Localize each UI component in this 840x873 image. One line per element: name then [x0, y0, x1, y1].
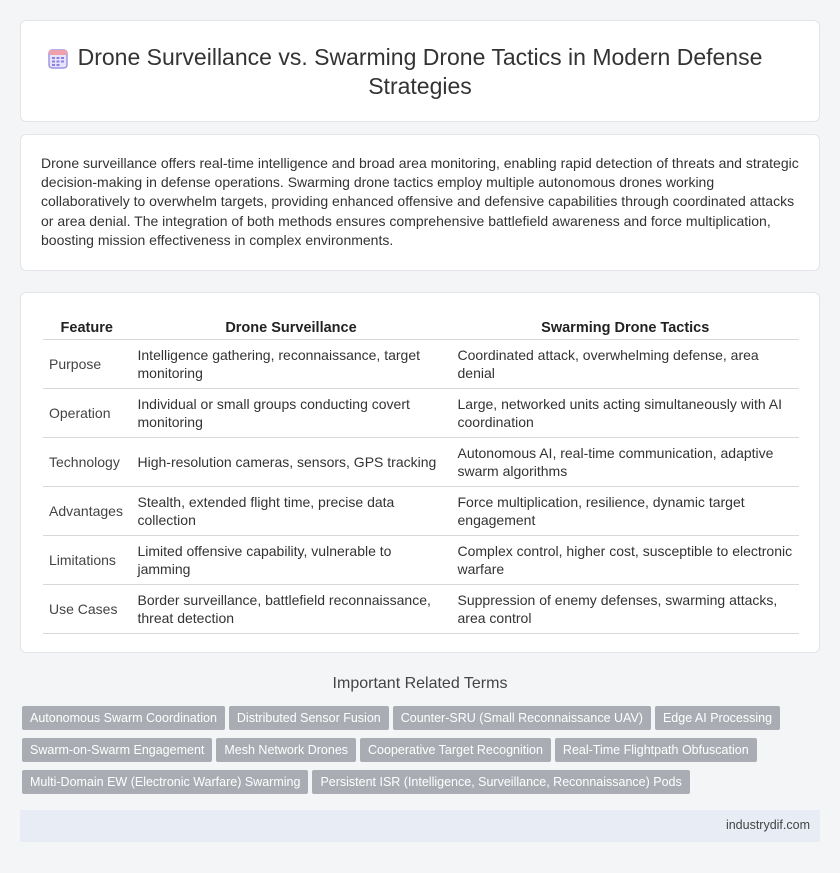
surveillance-cell: High-resolution cameras, sensors, GPS tracking	[131, 438, 451, 487]
feature-cell: Operation	[43, 389, 131, 438]
footer-bar	[20, 810, 820, 842]
column-header: Feature	[43, 315, 131, 340]
column-header: Swarming Drone Tactics	[451, 315, 799, 340]
comparison-table	[43, 315, 799, 634]
page-title: Drone Surveillance vs. Swarming Drone Tactics in Modern Defense Strategies	[77, 44, 763, 99]
related-term-tag[interactable]: Counter-SRU (Small Reconnaissance UAV)	[393, 706, 651, 730]
intro-card	[20, 134, 820, 271]
swarming-cell: Large, networked units acting simultaneously with AI coordination	[451, 389, 799, 438]
swarming-cell: Suppression of enemy defenses, swarming attacks, area control	[451, 585, 799, 634]
surveillance-cell: Individual or small groups conducting covert monitoring	[131, 389, 451, 438]
feature-cell: Limitations	[43, 536, 131, 585]
swarming-cell: Force multiplication, resilience, dynamic target engagement	[451, 487, 799, 536]
feature-cell: Technology	[43, 438, 131, 487]
feature-cell: Advantages	[43, 487, 131, 536]
column-header: Drone Surveillance	[131, 315, 451, 340]
table-row	[43, 585, 799, 634]
table-row	[43, 340, 799, 389]
surveillance-cell: Limited offensive capability, vulnerable to jamming	[131, 536, 451, 585]
swarming-cell: Autonomous AI, real-time communication, adaptive swarm algorithms	[451, 438, 799, 487]
header-card	[20, 20, 820, 122]
table-row	[43, 487, 799, 536]
table-header-row	[43, 315, 799, 340]
table-row	[43, 389, 799, 438]
related-terms-heading: Important Related Terms	[332, 675, 508, 692]
swarming-cell: Complex control, higher cost, susceptible to electronic warfare	[451, 536, 799, 585]
swarming-cell: Coordinated attack, overwhelming defense, area denial	[451, 340, 799, 389]
intro-paragraph: Drone surveillance offers real-time intelligence and broad area monitoring, enabling rapid detection of threats and strategic decision-making in defense operations. Swarming drone tactics employ multiple autonomous drones working collaboratively to overwhelm targets, providing enhanced offensive and defensive capabilities through coordinated attacks or area denial. The integration of both methods ensures comprehensive battlefield awareness and force multiplication, boosting mission effectiveness in complex environments.	[41, 155, 799, 248]
related-term-tag[interactable]: Multi-Domain EW (Electronic Warfare) Swarming	[22, 770, 308, 794]
comparison-card	[20, 292, 820, 653]
related-term-tag[interactable]: Cooperative Target Recognition	[360, 738, 551, 762]
feature-cell: Use Cases	[43, 585, 131, 634]
feature-cell: Purpose	[43, 340, 131, 389]
related-term-tag[interactable]: Distributed Sensor Fusion	[229, 706, 389, 730]
related-term-tag[interactable]: Edge AI Processing	[655, 706, 780, 730]
surveillance-cell: Border surveillance, battlefield reconnaissance, threat detection	[131, 585, 451, 634]
site-credit[interactable]: industrydif.com	[725, 818, 810, 832]
table-row	[43, 438, 799, 487]
table-row	[43, 536, 799, 585]
related-term-tag[interactable]: Real-Time Flightpath Obfuscation	[555, 738, 757, 762]
surveillance-cell: Intelligence gathering, reconnaissance, target monitoring	[131, 340, 451, 389]
related-term-tag[interactable]: Swarm-on-Swarm Engagement	[22, 738, 212, 762]
surveillance-cell: Stealth, extended flight time, precise data collection	[131, 487, 451, 536]
related-term-tag[interactable]: Persistent ISR (Intelligence, Surveillance, Reconnaissance) Pods	[312, 770, 689, 794]
related-term-tag[interactable]: Autonomous Swarm Coordination	[22, 706, 225, 730]
related-terms-list	[22, 706, 802, 802]
related-term-tag[interactable]: Mesh Network Drones	[216, 738, 356, 762]
